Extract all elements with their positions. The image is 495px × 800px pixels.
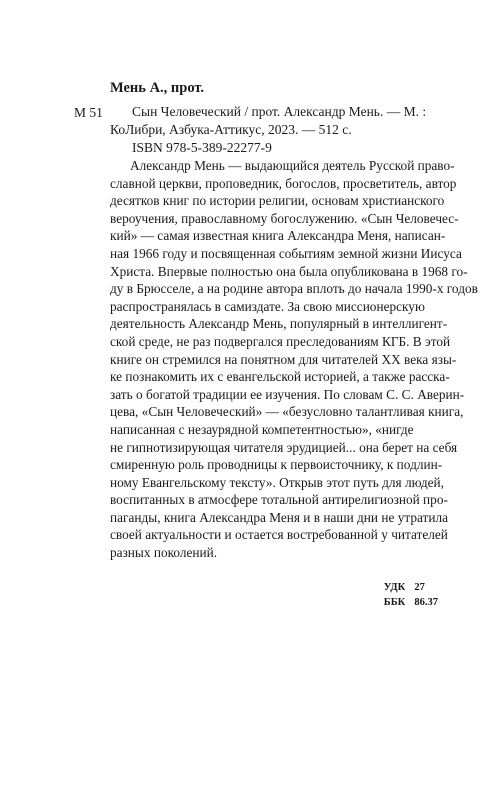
annotation-line: вероучения, православному богослужению. «Сын Человечес- bbox=[110, 210, 459, 226]
annotation-line: книге он стремился на понятном для читателей XX века язы- bbox=[110, 351, 457, 367]
annotation-line: воспитанных в атмосфере тотальной антирелигиозной про- bbox=[110, 492, 448, 508]
entry-line: КоЛибри, Азбука-Аттикус, 2023. — 512 с. bbox=[110, 122, 352, 137]
annotation-line: своей актуальности и остается востребованной у читателей bbox=[110, 527, 448, 543]
bbk-label: ББК bbox=[383, 597, 406, 608]
annotation-line: ному Евангельскому тексту». Открыв этот путь для людей, bbox=[110, 474, 444, 490]
annotation-line: славной церкви, проповедник, богослов, просветитель, автор bbox=[110, 175, 457, 191]
annotation-line: Александр Мень — выдающийся деятель Русской право- bbox=[130, 158, 455, 173]
annotation-line: кий» — самая известная книга Александра Меня, написан- bbox=[110, 228, 446, 244]
bibliographic-entry bbox=[110, 103, 440, 157]
isbn-line: ISBN 978-5-389-22277-9 bbox=[132, 140, 272, 155]
annotation-line: зать о богатой традиции ее изучения. По словам С. С. Аверин- bbox=[110, 386, 465, 402]
bbk-row bbox=[384, 595, 438, 610]
annotation-line: ная 1966 году и посвященная событиям земной жизни Иисуса bbox=[110, 245, 462, 261]
annotation-line: ке познакомить их с евангельской историей, а также расска- bbox=[110, 369, 450, 385]
annotation-line: ской среде, не раз подвергался преследованиям КГБ. В этой bbox=[110, 333, 451, 349]
udk-value: 27 bbox=[414, 582, 425, 593]
annotation-line: смиренную роль проводницы к первоисточнику, к подлин- bbox=[110, 457, 443, 473]
annotation-line: распространялась в самиздате. За свою миссионерскую bbox=[110, 298, 425, 314]
author-heading: Мень А., прот. bbox=[110, 80, 205, 96]
classification-code: М 51 bbox=[74, 105, 103, 120]
bbk-value: 86.37 bbox=[414, 597, 438, 608]
udk-label: УДК bbox=[383, 582, 406, 593]
annotation-line: десятков книг по истории религии, основам христианского bbox=[110, 193, 445, 209]
annotation-line: написанная с незаурядной компетентностью», «нигде bbox=[110, 421, 414, 437]
annotation-line: паганды, книга Александра Меня и в наши дни не утратила bbox=[110, 509, 448, 525]
annotation-line: разных поколений. bbox=[110, 545, 218, 561]
udk-row bbox=[384, 580, 438, 595]
annotation-line: деятельность Александр Мень, популярный в интеллигент- bbox=[110, 316, 448, 332]
annotation-line: цева, «Сын Человеческий» — «безусловно талантливая книга, bbox=[110, 404, 464, 420]
annotation-line: Христа. Впервые полностью она была опубликована в 1968 го- bbox=[110, 263, 468, 279]
annotation bbox=[110, 157, 478, 562]
entry-line: Сын Человеческий / прот. Александр Мень. — М. : bbox=[132, 104, 427, 119]
annotation-line: не гипнотизирующая читателя эрудицией... она берет на себя bbox=[110, 439, 458, 455]
classification-block bbox=[384, 580, 438, 610]
annotation-line: ду в Брюсселе, а на родине автора вплоть до начала 1990-х годов bbox=[110, 281, 478, 297]
